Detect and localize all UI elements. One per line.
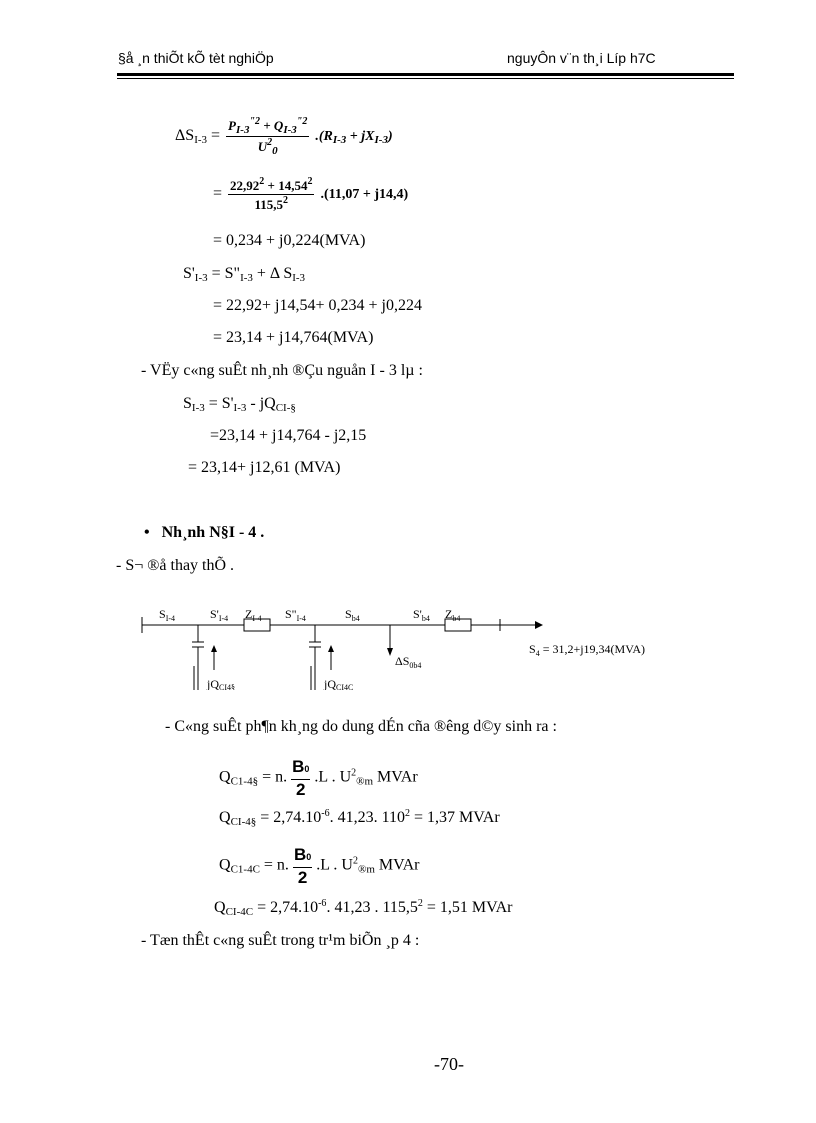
equivalent-circuit-diagram [130,600,700,690]
page-number: -70- [434,1054,464,1074]
label-s-i4: $S_{I-4}$ [159,607,176,623]
formula-qc-1-4d: $Q_{C1-4\S} = n$. $\frac{B0}{2} .L$ . $U^2_{®m}$ MVAr [219,757,418,799]
label-jq-ci4d: jQCI4§ [207,677,235,690]
label-s4-load: $S_4 = 31,2+j19,34(MVA)$ [529,642,646,658]
formula-qc-1-4c: $Q_{C1-4C} = n$. $\frac{B0}{2} .L$ . $U^2_{®m}$ MVAr [219,845,420,887]
equation-line: $S'_{I-3}$ = $S"_{I-3} + \Delta$ $S_{I-3}$ [183,265,306,284]
result-line: = 23,14 + j14,764(MVA) [213,329,374,346]
result-line: = 0,234 + j0,224(MVA) [213,232,366,249]
result-line: = 23,14+ j12,61 (MVA) [188,459,341,476]
label-jq-ci4c: jQCI4C [324,677,354,690]
bullet-icon: • [144,524,150,541]
paragraph-line: - Tæn thÊt c«ng suÊt trong tr¹m biÕn ¸p 4 : [141,932,420,949]
formula-delta-s-i3-values: = $\frac{22,92^2 + 14,54^2}{115,5^2}$ .(11,07 + j14,4) [213,176,409,212]
equation-line: = 22,92+ j14,54+ 0,234 + j0,224 [213,297,422,314]
header-rule-thin [117,78,734,79]
fraction: $\frac{P_{I-3}^{"2} + Q_{I-3}^{"2}}{U^2_0}$ [228,116,308,157]
formula-qc-i-4c-values: $Q_{CI-4C} = 2,74.10^{-6}$. 41,23 . $115,5^2 = 1,51$ MVAr [214,898,513,918]
label-delta-s0-b4: $\Delta S_{0b4}$ [395,654,422,670]
fraction: $\frac{22,92^2 + 14,54^2}{115,5^2}$ [230,176,313,212]
paragraph-line: - C«ng suÊt ph¶n kh¸ng do dung dÉn cña ®êng d©y sinh ra : [165,718,557,735]
label-s1-b4: $S'_{b4}$ [413,607,430,623]
paragraph-line: - VËy c«ng suÊt nh¸nh ®Çu nguån I - 3 lµ : [141,362,423,379]
equation-line: $S_{I-3} = S'_{I-3} - jQ_{CI-\S}$ [183,395,296,414]
header-left: §å ¸n thiÕt kÕ tèt nghiÖp [118,50,274,66]
label-z-b4: $Z_{b4}$ [445,607,461,623]
label-s-b4: $S_{b4}$ [345,607,360,623]
label-z-i4: $Z_{I-4}$ [245,607,262,623]
header-rule [117,73,734,76]
formula-qc-i-4d-values: $Q_{CI-4\S} = 2,74.10^{-6}$. 41,23. $110^2 = 1,37$ MVAr [219,808,500,828]
formula-delta-s-i3: $\Delta S_{I-3}$ = $\frac{P_{I-3}^{"2} + Q_{I-3}^{"2}}{U^2_0}$ $.(R_{I-3} + jX_{I-3})$ [175,116,393,157]
label-s2-i4: $S"_{I-4}$ [285,607,306,623]
label-s1-i4: $S'_{I-4}$ [210,607,229,623]
section-heading: • Nh¸nh N§I - 4 . [144,524,265,541]
header-right: nguyÔn v¨n th¸i Líp h7C [507,50,656,66]
equation-line: =23,14 + j14,764 - j2,15 [210,427,367,444]
paragraph-line: - S¬ ®å thay thÕ . [116,557,235,574]
